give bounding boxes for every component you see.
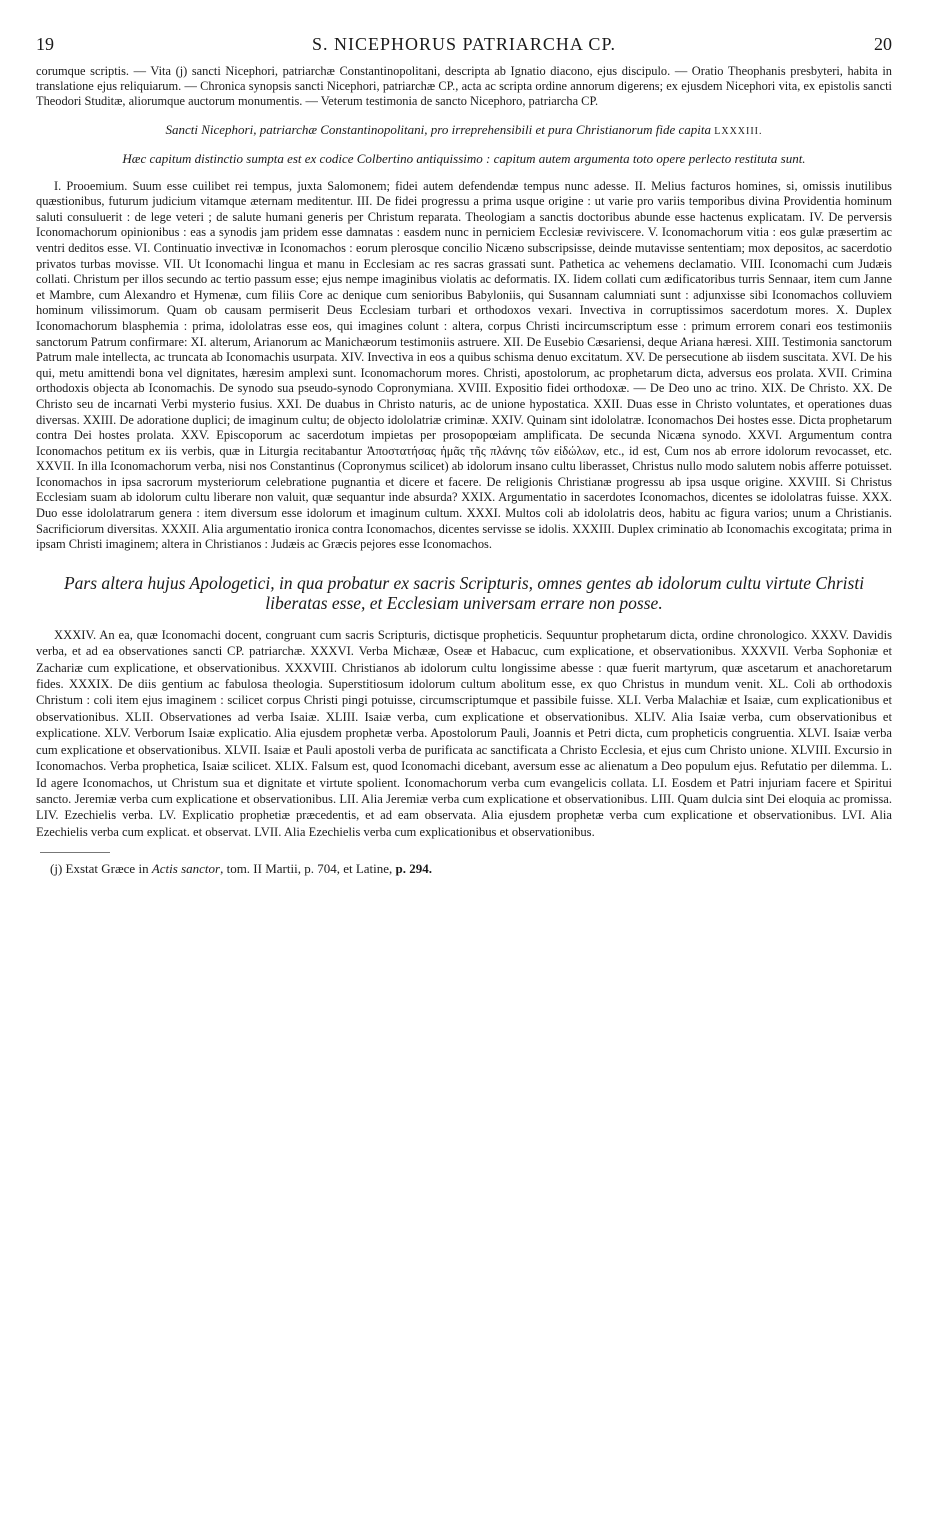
page-number-right: 20 xyxy=(874,34,892,54)
book-page xyxy=(36,30,892,877)
intro-paragraph: corumque scriptis. — Vita (j) sancti Nicephori, patriarchæ Constantinopolitani, descripta ab Ignatio diacono, ejus discipulo. — Oratio Theophanis presbyteri, habita in translatione ejus reliquiarum. — Chronica synopsis sancti Nicephori, patriarchæ CP., acta ac scripta ordine annorum digerens; ex ejusdem Nicephori vita, ex epistolis sancti Theodori Studitæ, aliorumque auctorum monumentis. — Veterum testimonia de sancto Nicephoro, patriarcha CP. xyxy=(36,64,892,109)
footnote-source: Actis sanctor xyxy=(151,861,221,877)
footnote xyxy=(36,861,892,877)
section-title-text: Sancti Nicephori, patriarchæ Constantinopolitani, pro irreprehensibili et pura Christianorum fide capita xyxy=(165,121,711,137)
section-title-number: LXXXIII. xyxy=(714,125,763,137)
section-title-pars-altera: Pars altera hujus Apologetici, in qua probatur ex sacris Scripturis, omnes gentes ab idolorum cultu virtute Christi liberatas esse, et Ecclesiam universam errare non posse. xyxy=(63,572,865,613)
footnote-page-ref: p. 294. xyxy=(395,861,433,877)
chapter-list-part-two: XXXIV. An ea, quæ Iconomachi docent, congruant cum sacris Scripturis, dictisque propheticis. Sequuntur prophetarum dicta, ordine chronologico. XXXV. Davidis verba, et ad ea observationes sancti CP. patriarchæ. XXXVI. Verba Michææ, Oseæ et Habacuc, cum explicatione, et observationibus. XXXVII. Verba Sophoniæ et Zachariæ cum explicatione, et observationibus. XXXVIII. Christianos ab idolorum cultu longissime abesse : quæ fuerit martyrum, quæ ascetarum et anachoretarum fides. XXXIX. De diis gentium ac fabulosa theologia. Superstitiosum idolorum cultum abolitum esse, ex quo Christus in mundum venit. XL. Coli ab orthodoxis Christum : coli item ejus imaginem : scilicet corpus Christi pingi potuisse, circumscriptumque et passibile fuisse. XLI. Verba Malachiæ et Isaiæ, cum explicationibus et observationibus. XLII. Observationes ad verba Isaiæ. XLIII. Isaiæ verba, cum explicatione et observationibus. XLIV. Alia Isaiæ verba, cum observationibus et explicatione. XLV. Verborum Isaiæ explicatio. Alia ejusdem prophetæ verba. Apostolorum Pauli, Joannis et Petri dicta, cum propheticis congruentia. XLVI. Isaiæ verba cum explicatione et observationibus. XLVII. Isaiæ et Pauli apostoli verba de purificata ac sanctificata a Christo Ecclesia, et ejus cum Christo unione. XLVIII. Excursio in Iconomachos. Verba prophetica, Isaiæ scilicet. XLIX. Falsum est, quod Iconomachi dicebant, aversum esse ac alienatum a Deo populum ejus. Refutatio per dilemma. L. Id agere Iconomachos, ut Christum sua et dignitate et virtute spolient. Iconomachorum verba cum evangelicis collata. LI. Eosdem et Patri injuriam facere et Spiritui sancto. Jeremiæ verba cum explicatione et observationibus. LII. Alia Jeremiæ verba cum explicatione et observationibus. LIII. Quam dulcia sint Dei eloquia ac promissa. LIV. Ezechielis verba. LV. Explicatio prophetiæ præcedentis, et ad eam observata. Alia ejusdem prophetæ verba cum explicatione et observationibus. LVI. Alia Ezechielis verba cum explicat. et observat. LVII. Alia Ezechielis verba cum explicationibus et observationibus. xyxy=(36,627,892,839)
footnote-rule xyxy=(40,852,110,853)
section-title-capita xyxy=(36,122,892,140)
page-number-left: 19 xyxy=(36,34,54,54)
page-header xyxy=(36,30,892,56)
chapter-list-part-one: I. Prooemium. Suum esse cuilibet rei tempus, juxta Salomonem; fidei autem defendendæ tempus nunc adesse. II. Melius facturos homines, si, omissis inutilibus quæstionibus, futurum judicium vitamque æternam meditentur. III. De fidei progressu a prima usque origine : ut varie pro variis temporibus divina Providentia hominum saluti consuluerit : de lege veteri ; de salute humani generis per Christum reparata. Theologiam a sanctis doctoribus abunde esse hactenus explicatam. IV. De perversis Iconomachorum opinionibus : eas a synodis jam pridem esse damnatas : easdem nunc in perniciem Ecclesiæ reviviscere. V. Iconomachorum vitia : eos gulæ præsertim ac ventri deditos esse. VI. Continuatio invectivæ in Iconomachos : eorum plerosque concilio Nicæno subscripsisse, deinde mutavisse sententiam; mox depositos, ac sacerdotio privatos turbas movisse. VII. Ut Iconomachi lingua et manu in Ecclesiam ac res sacras grassati sunt. Pathetica ac vehemens declamatio. VIII. Iconomachi cum Judæis collati. Christum per illos secundo ac tertio passum esse; ejus nempe imaginibus violatis ac deformatis. IX. Iidem collati cum ædificatoribus turris Sennaar, item cum Janne et Mambre, cum Alexandro et Hymenæ, cum filiis Core ac denique cum senioribus Babyloniis, qui Susannam calumniati sunt : adjunxisse sibi Iconomachos colluviem hominum vilissimorum. Quam ob causam permiserit Deus Ecclesiam turbari et orthodoxos vexari. Invectiva in corruptissimos sacerdotum mores. X. Duplex Iconomachorum blasphemia : prima, idololatras esse eos, qui imagines colunt : altera, corpus Christi incircumscriptum esse : primum errorem conari eos testimoniis sanctorum Patrum confirmare: XI. alterum, Arianorum ac Manichæorum testimoniis astruere. XII. De Eusebio Cæsariensi, deque Ariana hæresi. XIII. Testimonia sanctorum Patrum male intellecta, ac truncata ab Iconomachis usurpata. XIV. Invectiva in eos a quibus schisma denuo excitatum. XV. De persecutione ab iisdem suscitata. XVI. De his qui, metu amittendi bona vel dignitates, hæresim amplexi sunt. Iconomachorum mores. Christi, apostolorum, ac prophetarum dicta, adversus eos prolata. XVII. Crimina orthodoxis objecta ab Iconomachis. De synodo sua pseudo-synodo Copronymiana. XVIII. Expositio fidei orthodoxæ. — De Deo uno ac trino. XIX. De Christo. XX. De Christo seu de incarnati Verbi mysterio fusius. XXI. De duabus in Christo naturis, ac de unione hypostatica. XXII. Duas esse in Christo voluntates, et operationes duas diversas. XXIII. De adoratione duplici; de imaginum cultu; de objecto idololatriæ criminæ. XXIV. Quinam sint idololatræ. Iconomachos Dei hostes esse. Dicta prophetarum contra Dei hostes prolata. XXV. Episcoporum ac sacerdotum impietas per prosopopœiam amplificata. De secunda Nicæna synodo. XXVI. Argumentum contra Iconomachos petitum ex iis verbis, quæ in Liturgia recitabantur Ἀποστατήσας ἡμᾶς τῆς πλάνης τῶν εἰδώλων, etc., id est, Cum nos ab errore idolorum revocasset, etc. XXVII. In illa Iconomachorum verba, nisi nos Constantinus (Copronymus scilicet) ab idolorum insano cultu liberasset, Christus nullo modo salutem nobis afferre potuisset. Iconomachos in ipsa sacrorum mysteriorum celebratione pugnantia et dicere et facere. De religionis Christianæ progressu ab ipsa usque origine. XXVIII. Si Christus Ecclesiam suam ab idolorum cultu liberare non valuit, quæ sequantur inde absurda? XXIX. Argumentatio in sacerdotes Iconomachos, dicentes se idololatras fuisse. XXX. Duo esse idololatrarum genera : item diversum esse idolorum et imaginum cultum. XXXI. Multos coli ab idololatris deos, habitu ac figura varios; unum a Christianis. Sacrificiorum diversitas. XXXII. Alia argumentatio ironica contra Iconomachos, dicentes servisse se idolis. XXXIII. Duplex criminatio ab Iconomachis excogitata; prima in ipsam Christi imaginem; altera in Christianos : Judæis ac Græcis pejores esse Iconomachos. xyxy=(36,178,892,552)
footnote-text-before: Exstat Græce in xyxy=(65,861,149,877)
running-title: S. NICEPHORUS PATRIARCHA CP. xyxy=(312,34,616,54)
editorial-note: Hæc capitum distinctio sumpta est ex codice Colbertino antiquissimo : capitum autem argumenta toto opere perlecto restituta sunt. xyxy=(122,150,806,166)
footnote-text-after: , tom. II Martii, p. 704, et Latine, xyxy=(220,861,393,877)
footnote-mark: (j) xyxy=(50,861,63,877)
